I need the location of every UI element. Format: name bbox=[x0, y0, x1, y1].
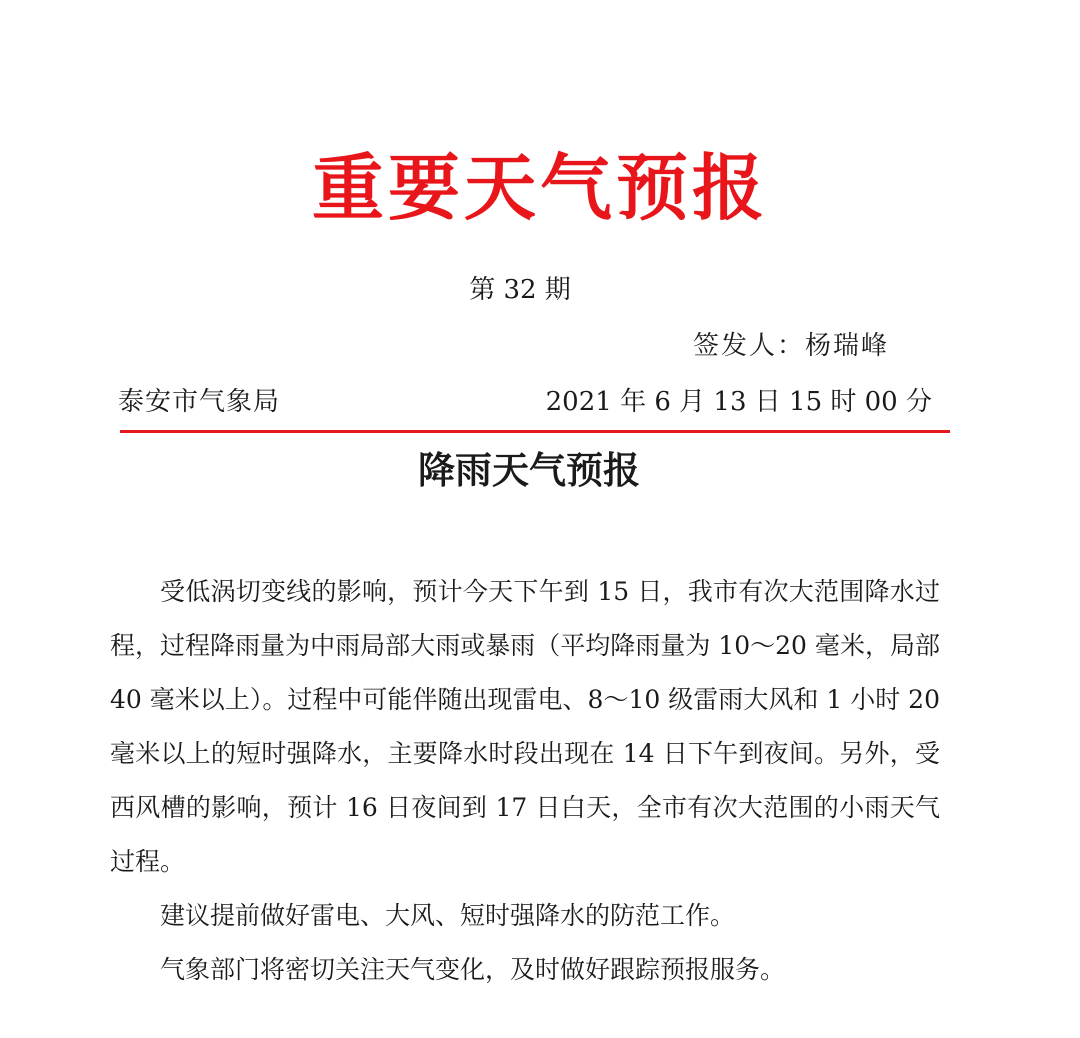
document-title: 降雨天气预报 bbox=[418, 449, 640, 492]
issue-number: 第 32 期 bbox=[469, 275, 571, 305]
forecast-body bbox=[110, 565, 940, 997]
paragraph-advice: 建议提前做好雷电、大风、短时强降水的防范工作。 bbox=[160, 901, 736, 930]
paragraph-followup: 气象部门将密切关注天气变化，及时做好跟踪预报服务。 bbox=[160, 955, 786, 984]
masthead-title: 重要天气预报 bbox=[311, 146, 768, 230]
red-divider-line bbox=[120, 430, 950, 433]
issuing-agency: 泰安市气象局 bbox=[118, 387, 281, 417]
paragraph-forecast: 受低涡切变线的影响，预计今天下午到 15 日，我市有次大范围降水过程，过程降雨量为中雨局部大雨或暴雨（平均降雨量为 10～20 毫米，局部 40 毫米以上）。过程中可能伴随出现雷电、8～10 级雷雨大风和 1 小时 20 毫米以上的短时强降水，主要降水时段出现在 14 日下午到夜间。另外，受西风槽的影响，预计 16 日夜间到 17 日白天，全市有次大范围的小雨天气过程。 bbox=[110, 577, 940, 876]
issue-datetime: 2021 年 6 月 13 日 15 时 00 分 bbox=[545, 387, 932, 417]
signer: 签发人：杨瑞峰 bbox=[693, 331, 890, 361]
